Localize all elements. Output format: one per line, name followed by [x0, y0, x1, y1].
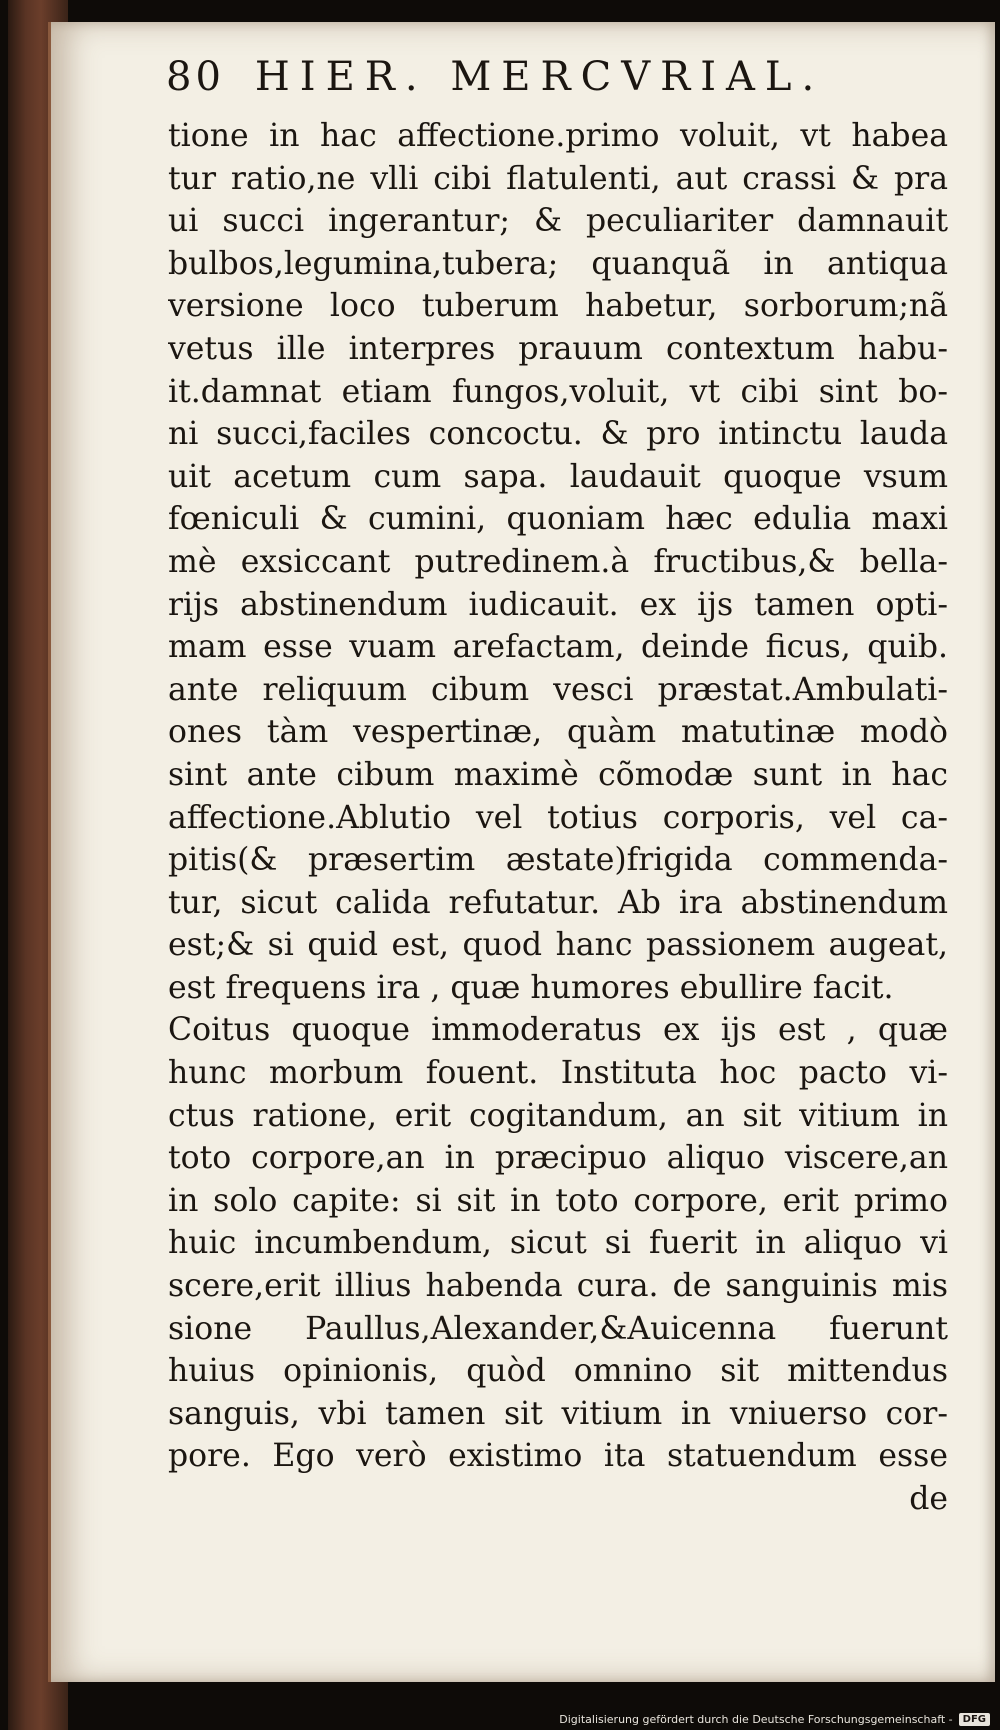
text-line: ni succi,faciles concoctu. & pro intinctu lauda [168, 416, 948, 453]
text-line: tione in hac affectione.primo voluit, vt habea [168, 118, 948, 154]
text-line: bulbos,legumina,tubera; quanquã in antiqua [168, 245, 948, 282]
catchword: de [909, 1481, 948, 1517]
text-line: affectione.Ablutio vel totius corporis, vel ca- [168, 799, 948, 836]
body-text [168, 115, 948, 1521]
text-line: scere,erit illius habenda cura. de sanguinis mis [168, 1268, 948, 1305]
text-line: sint ante cibum maximè cõmodæ sunt in hac [168, 756, 948, 793]
text-line: est;& si quid est, quod hanc passionem augeat, [168, 927, 948, 964]
text-line: ones tàm vespertinæ, quàm matutinæ modò [168, 714, 948, 751]
text-line: it.damnat etiam fungos,voluit, vt cibi sint bo- [168, 373, 948, 410]
page-number: 80 [166, 54, 225, 100]
text-line: sanguis, vbi tamen sit vitium in vniuerso cor- [168, 1395, 948, 1432]
text-line: sione Paullus,Alexander,&Auicenna fuerunt [168, 1310, 948, 1347]
text-line: rijs abstinendum iudicauit. ex ijs tamen opti- [168, 586, 948, 623]
text-line: fœniculi & cumini, quoniam hæc edulia maxi [168, 501, 948, 538]
text-line: huic incumbendum, sicut si fuerit in aliquo vi [168, 1225, 948, 1262]
text-line: Coitus quoque immoderatus ex ijs est , quæ [168, 1012, 948, 1049]
running-head [166, 54, 824, 100]
text-line: ui succi ingerantur; & peculiariter damnauit [168, 203, 948, 240]
text-line: mam esse vuam arefactam, deinde ficus, quib. [168, 629, 948, 666]
text-line: est frequens ira , quæ humores ebullire facit. [168, 969, 894, 1006]
text-line: toto corpore,an in præcipuo aliquo viscere,an [168, 1140, 948, 1177]
text-line: in solo capite: si sit in toto corpore, erit primo [168, 1182, 948, 1219]
text-line: versione loco tuberum habetur, sorborum;nã [168, 288, 948, 325]
text-line: hunc morbum fouent. Instituta hoc pacto vi- [168, 1055, 948, 1092]
running-head-title: HIER. MERCVRIAL. [254, 54, 825, 100]
text-line: pore. Ego verò existimo ita statuendum esse [168, 1438, 948, 1475]
text-line: tur ratio,ne vlli cibi flatulenti, aut crassi & pra [168, 160, 948, 197]
footer-text: Digitalisierung gefördert durch die Deutsche Forschungsgemeinschaft - [559, 1713, 953, 1726]
text-line: tur, sicut calida refutatur. Ab ira abstinendum [168, 884, 948, 921]
text-line: vetus ille interpres prauum contextum habu- [168, 330, 948, 367]
text-line: huius opinionis, quòd omnino sit mittendus [168, 1353, 948, 1390]
text-line: pitis(& præsertim æstate)frigida commenda- [168, 842, 948, 879]
digitization-footer [559, 1713, 990, 1726]
text-line: uit acetum cum sapa. laudauit quoque vsum [168, 458, 948, 495]
dfg-logo: DFG [959, 1713, 990, 1726]
text-line: ctus ratione, erit cogitandum, an sit vitium in [168, 1097, 948, 1134]
text-line: ante reliquum cibum vesci præstat.Ambulati- [168, 671, 948, 708]
text-line: mè exsiccant putredinem.à fructibus,& bella- [168, 543, 948, 580]
